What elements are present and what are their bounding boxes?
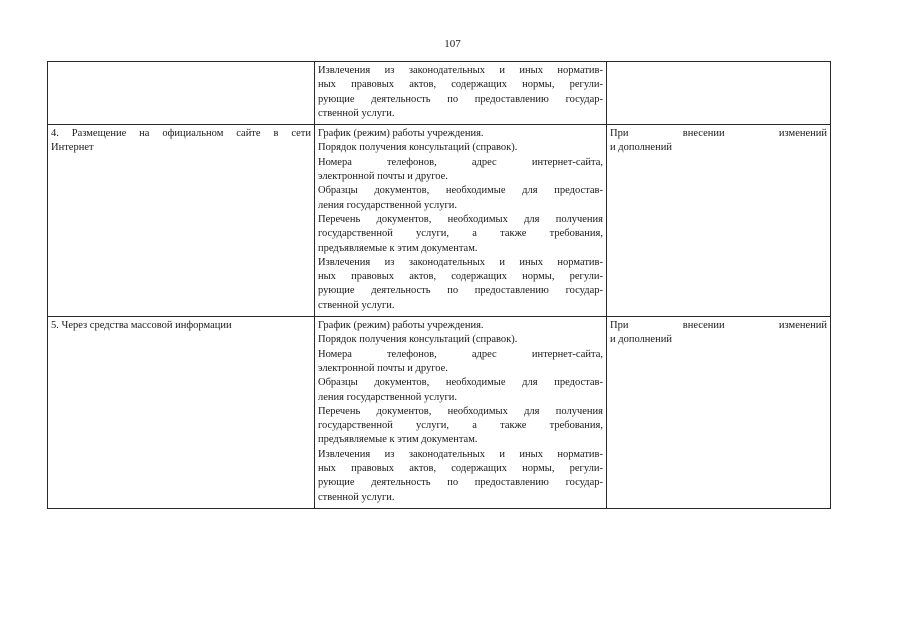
text-line: электронной почты и другое. bbox=[318, 171, 448, 183]
text-line: Образцы документов, необходимые для предостав- bbox=[318, 185, 603, 197]
text-line: Порядок получения консультаций (справок). bbox=[318, 334, 518, 346]
text-line: ных правовых актов, содержащих нормы, регули- bbox=[318, 463, 603, 475]
text-line: При внесении изменений bbox=[610, 128, 827, 140]
text-line: Номера телефонов, адрес интернет-сайта, bbox=[318, 156, 603, 168]
frequency-cell bbox=[607, 125, 831, 317]
content-cell bbox=[315, 317, 607, 509]
text-line: Извлечения из законодательных и иных норматив- bbox=[318, 256, 603, 268]
text-line: График (режим) работы учреждения. bbox=[318, 320, 484, 332]
content-cell bbox=[315, 62, 607, 125]
text-line: 4. Размещение на официальном сайте в сети bbox=[51, 128, 311, 140]
text-line: Порядок получения консультаций (справок). bbox=[318, 142, 518, 154]
text-line: Извлечения из законодательных и иных норматив- bbox=[318, 448, 603, 460]
text-line: ственной услуги. bbox=[318, 299, 395, 311]
content-cell bbox=[315, 125, 607, 317]
method-cell bbox=[48, 62, 315, 125]
text-line: рующие деятельность по предоставлению государ- bbox=[318, 285, 603, 297]
text-line: ственной услуги. bbox=[318, 107, 395, 119]
method-cell bbox=[48, 125, 315, 317]
text-line: Перечень документов, необходимых для получения bbox=[318, 213, 603, 225]
text-line: предъявляемые к этим документам. bbox=[318, 434, 478, 446]
table-row bbox=[48, 125, 831, 317]
text-line: ных правовых актов, содержащих нормы, регули- bbox=[318, 79, 603, 91]
table-row bbox=[48, 317, 831, 509]
text-line: и дополнений bbox=[610, 334, 672, 346]
text-line: рующие деятельность по предоставлению государ- bbox=[318, 93, 603, 105]
text-line: ственной услуги. bbox=[318, 491, 395, 503]
method-cell bbox=[48, 317, 315, 509]
text-line: 5. Через средства массовой информации bbox=[51, 320, 232, 332]
text-line: ления государственной услуги. bbox=[318, 391, 458, 403]
text-line: Перечень документов, необходимых для получения bbox=[318, 405, 603, 417]
text-line: государственной услуги, а также требования, bbox=[318, 228, 603, 240]
text-line: предъявляемые к этим документам. bbox=[318, 242, 478, 254]
page-number: 107 bbox=[444, 38, 461, 50]
frequency-cell bbox=[607, 317, 831, 509]
table-row bbox=[48, 62, 831, 125]
text-line: государственной услуги, а также требования, bbox=[318, 420, 603, 432]
text-line: электронной почты и другое. bbox=[318, 362, 448, 374]
text-line: При внесении изменений bbox=[610, 320, 827, 332]
text-line: ных правовых актов, содержащих нормы, регули- bbox=[318, 271, 603, 283]
text-line: График (режим) работы учреждения. bbox=[318, 128, 484, 140]
text-line: Извлечения из законодательных и иных норматив- bbox=[318, 65, 603, 76]
text-line: Номера телефонов, адрес интернет-сайта, bbox=[318, 348, 603, 360]
text-line: Интернет bbox=[51, 142, 94, 154]
frequency-cell bbox=[607, 62, 831, 125]
text-line: Образцы документов, необходимые для предостав- bbox=[318, 377, 603, 389]
information-methods-table bbox=[47, 61, 831, 509]
text-line: ления государственной услуги. bbox=[318, 199, 458, 211]
text-line: рующие деятельность по предоставлению государ- bbox=[318, 477, 603, 489]
text-line: и дополнений bbox=[610, 142, 672, 154]
